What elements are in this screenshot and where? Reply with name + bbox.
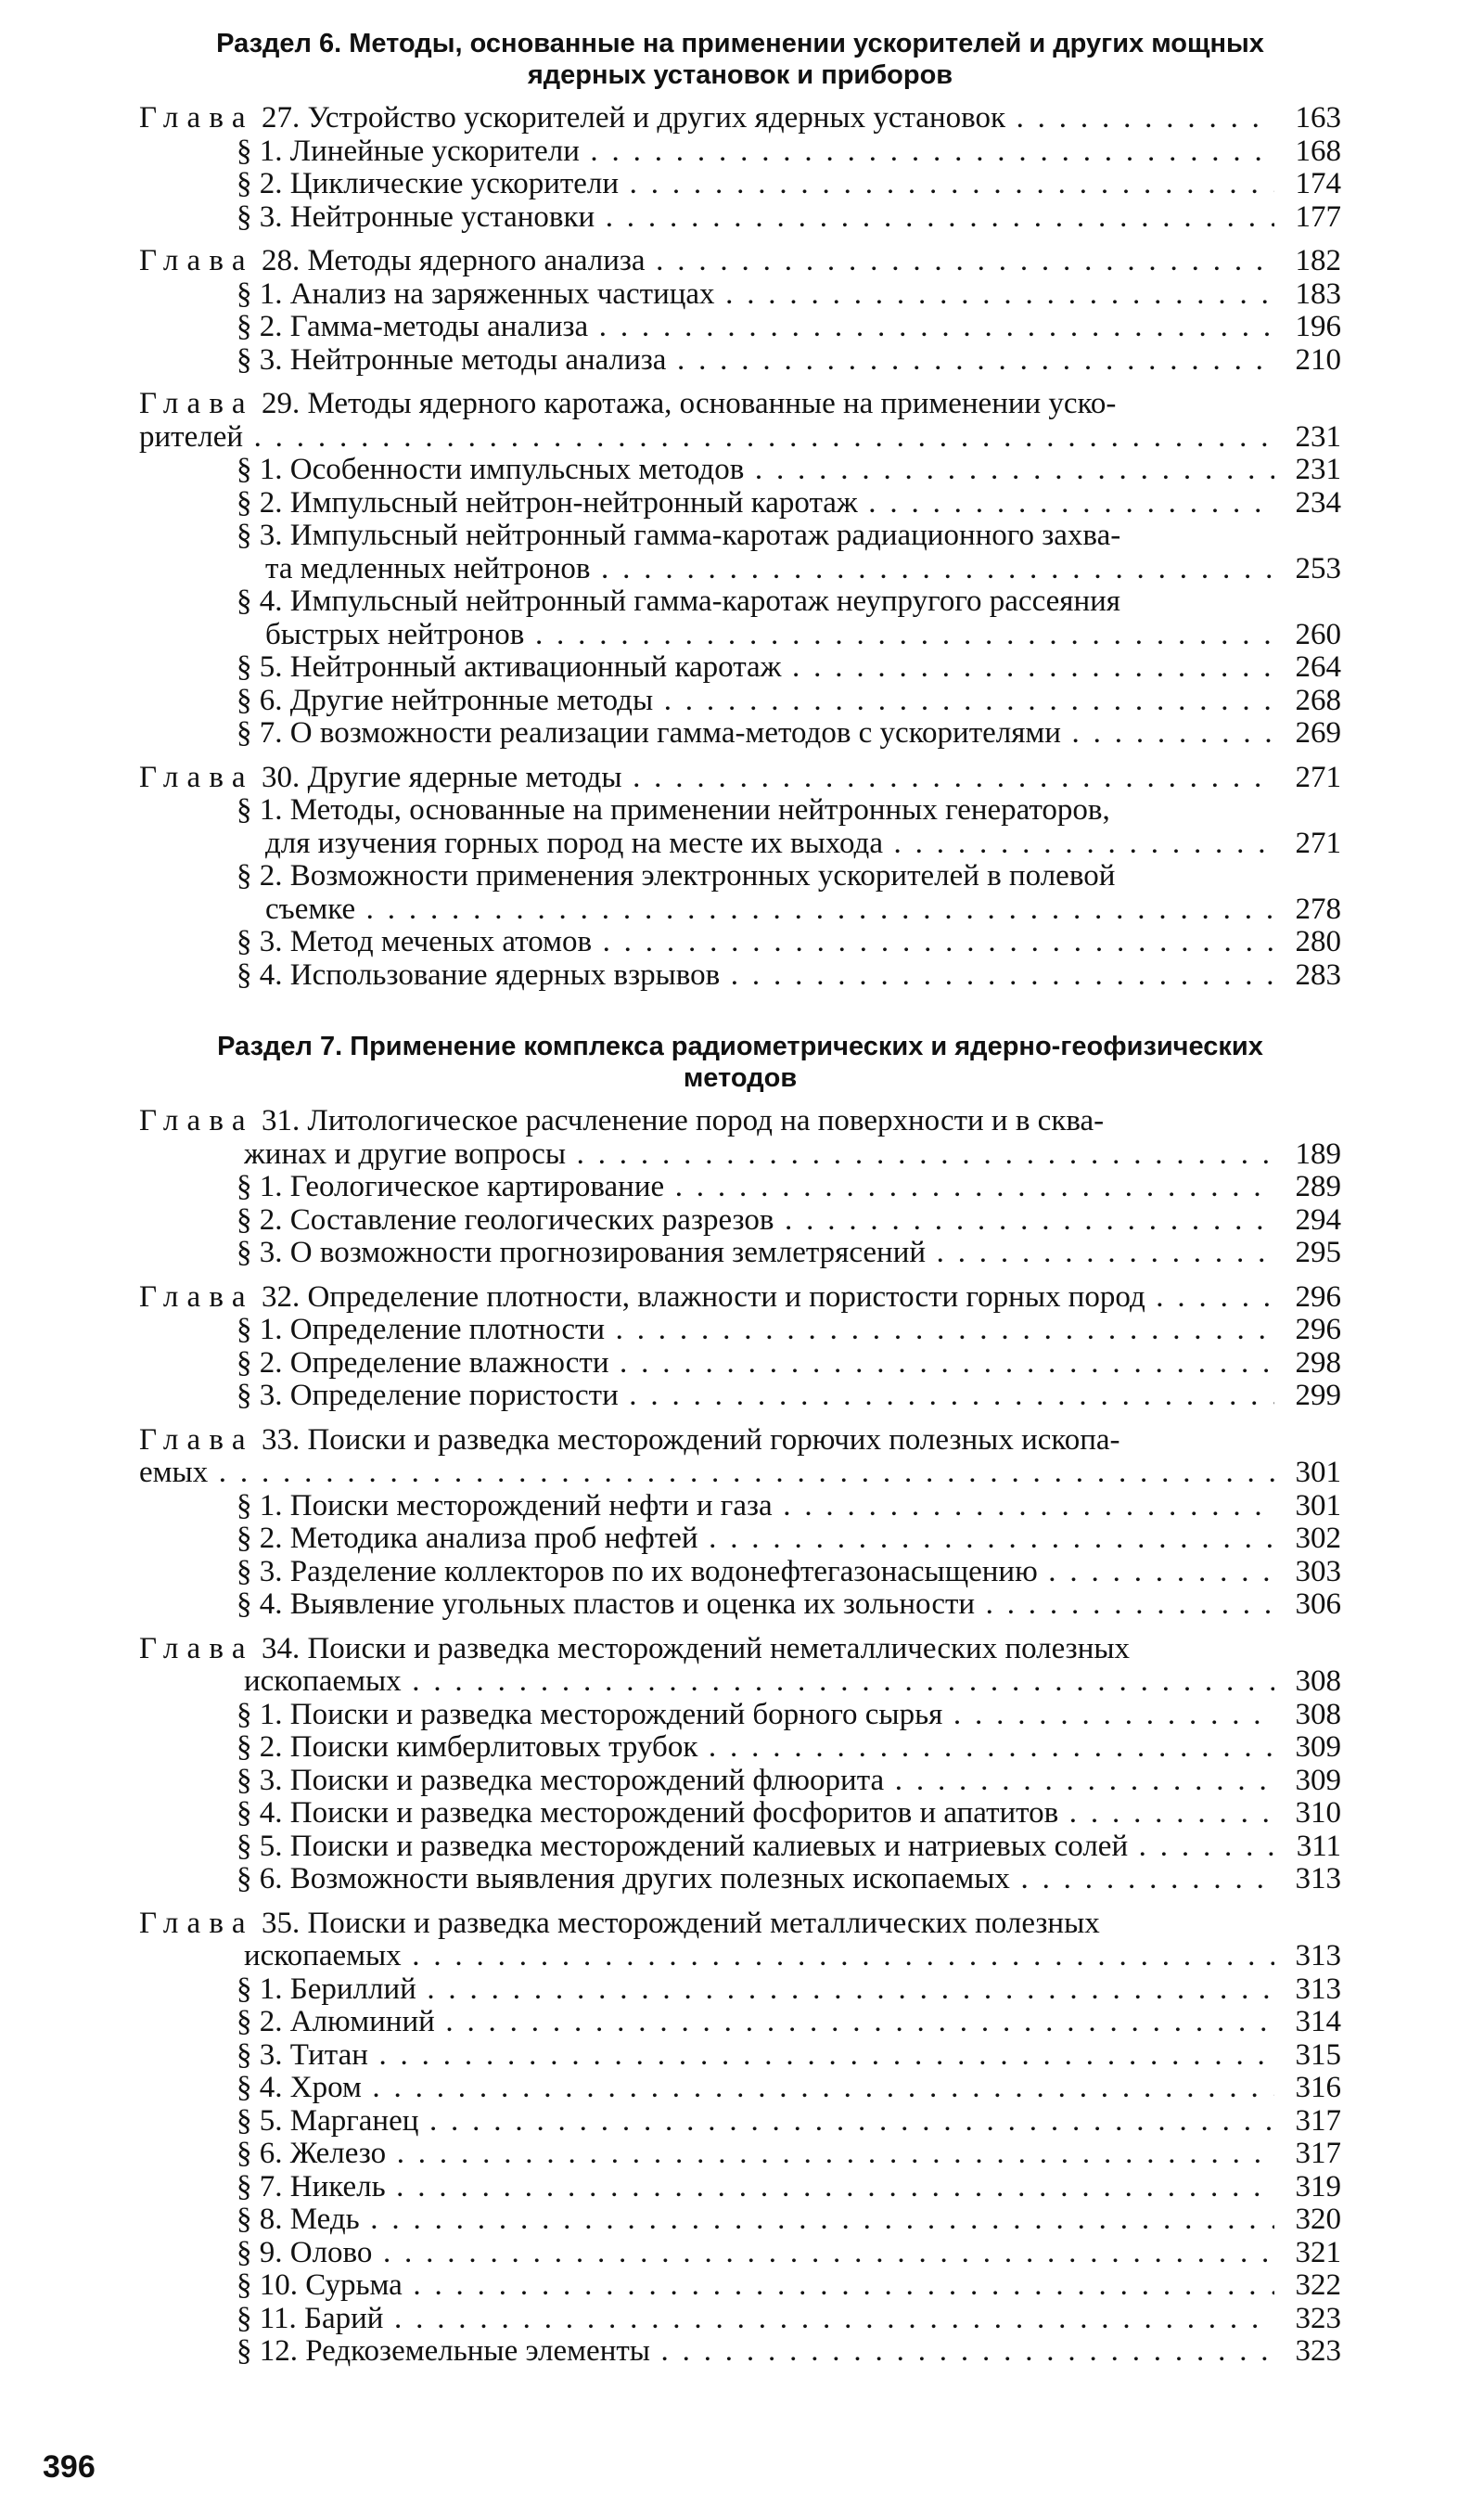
page-number: 177 <box>1295 199 1341 234</box>
paragraph-entry <box>139 959 1341 993</box>
paragraph-entry <box>139 1731 1341 1765</box>
paragraph-entry <box>139 926 1341 959</box>
page-number: 269 <box>1295 716 1341 750</box>
page-number: 231 <box>1295 419 1341 454</box>
paragraph-title: § 6. Другие нейтронные методы . . . <box>237 685 1274 718</box>
paragraph-title: § 3. Метод меченых атомов . . . <box>237 926 1274 959</box>
page-number: 322 <box>1295 2268 1341 2302</box>
section-heading: Раздел 7. Применение комплекса радиометрических и ядерно-геофизических методов <box>217 1032 1263 1093</box>
chapter-entry <box>139 245 1341 278</box>
paragraph-entry <box>139 1588 1341 1622</box>
paragraph-title: § 3. Импульсный нейтронный гамма-каротаж радиационного захва- <box>237 519 1121 552</box>
paragraph-entry <box>139 1973 1341 2007</box>
paragraph-title: § 8. Медь . . . <box>237 2203 1274 2237</box>
chapter-title: 28. Методы ядерного анализа <box>261 245 646 277</box>
page-number: 296 <box>1295 1313 1341 1346</box>
page-number: 183 <box>1295 276 1341 311</box>
paragraph-entry <box>139 651 1341 685</box>
paragraph-title: § 4. Импульсный нейтронный гамма-каротаж неупругого рассеяния <box>237 585 1120 618</box>
paragraph-title: § 2. Гамма-методы анализа . . . <box>237 311 1274 344</box>
paragraph-title: § 10. Сурьма . . . <box>237 2269 1274 2303</box>
paragraph-entry <box>139 1171 1341 1204</box>
page-number: 264 <box>1295 650 1341 684</box>
paragraph-entry <box>139 1797 1341 1831</box>
paragraph-entry <box>139 2335 1341 2369</box>
page-number: 174 <box>1295 167 1341 200</box>
paragraph-entry <box>139 585 1341 651</box>
page-number: 315 <box>1295 2037 1341 2072</box>
paragraph-title: § 1. Поиски и разведка месторождений борного сырья . . . <box>237 1699 1274 1732</box>
table-of-contents <box>139 28 1341 2380</box>
paragraph-entry <box>139 1765 1341 1798</box>
paragraph-title: § 12. Редкоземельные элементы . . . <box>237 2335 1274 2369</box>
chapter-28 <box>139 245 1341 377</box>
paragraph-title: § 3. Разделение коллекторов по их водонефтегазонасыщению . . . <box>237 1556 1274 1589</box>
page-number: 323 <box>1295 2334 1341 2368</box>
paragraph-entry <box>139 487 1341 520</box>
paragraph-entry <box>139 1556 1341 1589</box>
page-number: 280 <box>1295 925 1341 958</box>
chapter-title-continued: жинах и другие вопросы . . . <box>244 1138 1274 1172</box>
paragraph-entry <box>139 278 1341 312</box>
paragraph-entry <box>139 1380 1341 1413</box>
paragraph-title-continued: та медленных нейтронов . . . <box>265 553 1274 586</box>
chapter-entry <box>139 102 1341 135</box>
paragraph-entry <box>139 2237 1341 2270</box>
page-number: 299 <box>1295 1379 1341 1412</box>
paragraph-entry <box>139 1831 1341 1864</box>
folio-page-number: 396 <box>43 2449 96 2485</box>
chapter-29 <box>139 388 1341 751</box>
paragraph-entry <box>139 1204 1341 1238</box>
paragraph-title: § 11. Барий . . . <box>237 2303 1274 2336</box>
paragraph-title: § 4. Хром . . . <box>237 2072 1274 2105</box>
chapter-label: Глава <box>139 102 254 135</box>
chapter-label: Глава <box>139 761 254 794</box>
paragraph-title: § 5. Нейтронный активационный каротаж . . . <box>237 651 1274 685</box>
paragraph-title: § 2. Алюминий . . . <box>237 2006 1274 2039</box>
paragraph-entry <box>139 311 1341 344</box>
page-number: 182 <box>1295 244 1341 277</box>
paragraph-title: § 1. Определение плотности . . . <box>237 1314 1274 1347</box>
page-number: 306 <box>1295 1587 1341 1621</box>
page-number: 317 <box>1295 2103 1341 2138</box>
chapter-title: 35. Поиски и разведка месторождений металлических полезных <box>261 1906 1100 1940</box>
page-number: 268 <box>1295 683 1341 717</box>
paragraph-entry <box>139 520 1341 585</box>
chapter-entry <box>139 1105 1341 1171</box>
paragraph-title: § 5. Марганец . . . <box>237 2105 1274 2139</box>
chapter-label: Глава <box>139 1104 254 1137</box>
paragraph-title: § 2. Определение влажности . . . <box>237 1347 1274 1381</box>
chapter-title: 32. Определение плотности, влажности и пористости горных пород <box>261 1280 1145 1314</box>
paragraph-title: § 3. Нейтронные установки . . . <box>237 201 1274 235</box>
paragraph-entry <box>139 1237 1341 1270</box>
chapter-title: 27. Устройство ускорителей и других ядерных установок <box>261 102 1006 135</box>
paragraph-title-continued: быстрых нейтронов . . . <box>265 619 1274 652</box>
chapter-entry <box>139 1908 1341 1973</box>
paragraph-entry <box>139 168 1341 201</box>
page-number: 309 <box>1295 1730 1341 1764</box>
chapter-label: Глава <box>139 1906 254 1940</box>
chapter-title-continued: ископаемых . . . <box>244 1940 1274 1973</box>
paragraph-title: § 2. Поиски кимберлитовых трубок . . . <box>237 1731 1274 1765</box>
paragraph-entry <box>139 201 1341 235</box>
paragraph-title: § 6. Возможности выявления других полезных ископаемых . . . <box>237 1863 1274 1896</box>
chapter-label: Глава <box>139 387 254 420</box>
page-number: 301 <box>1295 1456 1341 1489</box>
page-number: 253 <box>1295 551 1341 585</box>
paragraph-title: § 3. Титан . . . <box>237 2039 1274 2073</box>
paragraph-entry <box>139 2039 1341 2073</box>
paragraph-entry <box>139 1863 1341 1896</box>
paragraph-title: § 6. Железо . . . <box>237 2138 1274 2171</box>
page-number: 210 <box>1295 342 1341 377</box>
paragraph-entry <box>139 685 1341 718</box>
chapter-label: Глава <box>139 1422 254 1457</box>
page-number: 163 <box>1295 101 1341 135</box>
page-number: 302 <box>1295 1522 1341 1555</box>
paragraph-title: § 4. Поиски и разведка месторождений фосфоритов и апатитов . . . <box>237 1797 1274 1831</box>
paragraph-title: § 5. Поиски и разведка месторождений калиевых и натриевых солей . . . <box>237 1831 1274 1864</box>
page-number: 278 <box>1295 892 1341 926</box>
chapter-title: 31. Литологическое расчленение пород на поверхности и в сква- <box>261 1104 1105 1137</box>
page-number: 311 <box>1296 1829 1341 1863</box>
page-number: 303 <box>1295 1554 1341 1588</box>
paragraph-entry <box>139 1314 1341 1347</box>
paragraph-title: § 3. Поиски и разведка месторождений флюорита . . . <box>237 1765 1274 1798</box>
paragraph-title: § 2. Циклические ускорители . . . <box>237 168 1274 201</box>
page-number: 231 <box>1295 453 1341 486</box>
paragraph-title: § 1. Бериллий . . . <box>237 1973 1274 2007</box>
page-number: 301 <box>1295 1488 1341 1522</box>
paragraph-title: § 2. Методика анализа проб нефтей . . . <box>237 1522 1274 1556</box>
paragraph-entry <box>139 2269 1341 2303</box>
paragraph-entry <box>139 2303 1341 2336</box>
page-number: 298 <box>1295 1345 1341 1380</box>
paragraph-entry <box>139 1347 1341 1381</box>
page-number: 320 <box>1295 2203 1341 2236</box>
page-number: 295 <box>1295 1236 1341 1269</box>
paragraph-title: § 1. Геологическое картирование . . . <box>237 1171 1274 1204</box>
page-number: 308 <box>1295 1664 1341 1698</box>
page-number: 260 <box>1295 617 1341 651</box>
paragraph-entry <box>139 794 1341 860</box>
paragraph-title: § 9. Олово . . . <box>237 2237 1274 2270</box>
chapter-entry <box>139 1633 1341 1699</box>
paragraph-title: § 3. О возможности прогнозирования землетрясений . . . <box>237 1237 1274 1270</box>
paragraph-title: § 7. О возможности реализации гамма-методов с ускорителями . . . <box>237 717 1274 751</box>
page-number: 168 <box>1295 134 1341 168</box>
chapter-30 <box>139 762 1341 993</box>
page-number: 310 <box>1295 1796 1341 1830</box>
chapter-title-continued: емых . . . <box>139 1457 1274 1490</box>
chapter-32 <box>139 1281 1341 1413</box>
chapter-27 <box>139 102 1341 234</box>
page-number: 314 <box>1295 2005 1341 2038</box>
paragraph-title: § 1. Особенности импульсных методов . . . <box>237 454 1274 487</box>
paragraph-title: § 4. Использование ядерных взрывов . . . <box>237 959 1274 993</box>
page-number: 309 <box>1295 1763 1341 1797</box>
page-number: 308 <box>1295 1697 1341 1731</box>
page-number: 271 <box>1295 760 1341 794</box>
page-number: 294 <box>1295 1202 1341 1237</box>
chapter-entry <box>139 388 1341 454</box>
paragraph-entry <box>139 2105 1341 2139</box>
paragraph-title-continued: для изучения горных пород на месте их выхода . . . <box>265 828 1274 861</box>
paragraph-entry <box>139 2072 1341 2105</box>
chapter-34 <box>139 1633 1341 1896</box>
paragraph-title: § 2. Импульсный нейтрон-нейтронный каротаж . . . <box>237 487 1274 520</box>
page-number: 317 <box>1295 2137 1341 2170</box>
chapter-title: 29. Методы ядерного каротажа, основанные на применении уско- <box>261 387 1117 420</box>
page-number: 296 <box>1295 1279 1341 1314</box>
paragraph-entry <box>139 2171 1341 2204</box>
paragraph-entry <box>139 2138 1341 2171</box>
chapter-35 <box>139 1908 1341 2369</box>
page-number: 321 <box>1295 2235 1341 2269</box>
paragraph-entry <box>139 2203 1341 2237</box>
paragraph-title: § 2. Возможности применения электронных ускорителей в полевой <box>237 859 1116 893</box>
paragraph-entry <box>139 717 1341 751</box>
page-number: 319 <box>1295 2169 1341 2203</box>
paragraph-title: § 1. Методы, основанные на применении нейтронных генераторов, <box>237 793 1110 827</box>
chapter-entry <box>139 1281 1341 1315</box>
page-number: 313 <box>1295 1862 1341 1895</box>
chapter-title-continued: рителей . . . <box>139 421 1274 455</box>
paragraph-entry <box>139 344 1341 378</box>
chapter-title: 34. Поиски и разведка месторождений неметаллических полезных <box>261 1631 1131 1665</box>
chapter-title: 33. Поиски и разведка месторождений горючих полезных ископа- <box>261 1422 1120 1457</box>
paragraph-title: § 7. Никель . . . <box>237 2171 1274 2204</box>
paragraph-entry <box>139 1522 1341 1556</box>
page-number: 289 <box>1295 1170 1341 1203</box>
paragraph-title: § 2. Составление геологических разрезов . . . <box>237 1204 1274 1238</box>
page-number: 313 <box>1295 1972 1341 2006</box>
page-number: 234 <box>1295 485 1341 520</box>
page-number: 283 <box>1295 957 1341 992</box>
chapter-31 <box>139 1105 1341 1270</box>
page-number: 323 <box>1295 2301 1341 2335</box>
chapter-title-continued: ископаемых . . . <box>244 1665 1274 1699</box>
chapter-label: Глава <box>139 245 254 277</box>
paragraph-entry <box>139 2006 1341 2039</box>
chapter-33 <box>139 1424 1341 1622</box>
paragraph-entry <box>139 454 1341 487</box>
paragraph-entry <box>139 860 1341 926</box>
chapter-entry <box>139 762 1341 795</box>
paragraph-title-continued: съемке . . . <box>265 893 1274 927</box>
paragraph-title: § 1. Анализ на заряженных частицах . . . <box>237 278 1274 312</box>
paragraph-title: § 3. Нейтронные методы анализа . . . <box>237 344 1274 378</box>
page-number: 316 <box>1295 2071 1341 2104</box>
chapter-label: Глава <box>139 1280 254 1314</box>
chapter-label: Глава <box>139 1631 254 1665</box>
paragraph-entry <box>139 1699 1341 1732</box>
page-number: 189 <box>1295 1137 1341 1171</box>
paragraph-title: § 3. Определение пористости . . . <box>237 1380 1274 1413</box>
page-number: 271 <box>1295 826 1341 860</box>
section-heading: Раздел 6. Методы, основанные на применении ускорителей и других мощных ядерных установок и приборов <box>216 29 1264 90</box>
page-number: 313 <box>1295 1939 1341 1972</box>
paragraph-entry <box>139 1490 1341 1523</box>
paragraph-title: § 1. Линейные ускорители . . . <box>237 135 1274 169</box>
chapter-title: 30. Другие ядерные методы <box>261 761 622 794</box>
chapter-entry <box>139 1424 1341 1490</box>
paragraph-entry <box>139 135 1341 169</box>
paragraph-title: § 4. Выявление угольных пластов и оценка их зольности . . . <box>237 1588 1274 1622</box>
page-number: 196 <box>1295 310 1341 343</box>
paragraph-title: § 1. Поиски месторождений нефти и газа . . . <box>237 1490 1274 1523</box>
